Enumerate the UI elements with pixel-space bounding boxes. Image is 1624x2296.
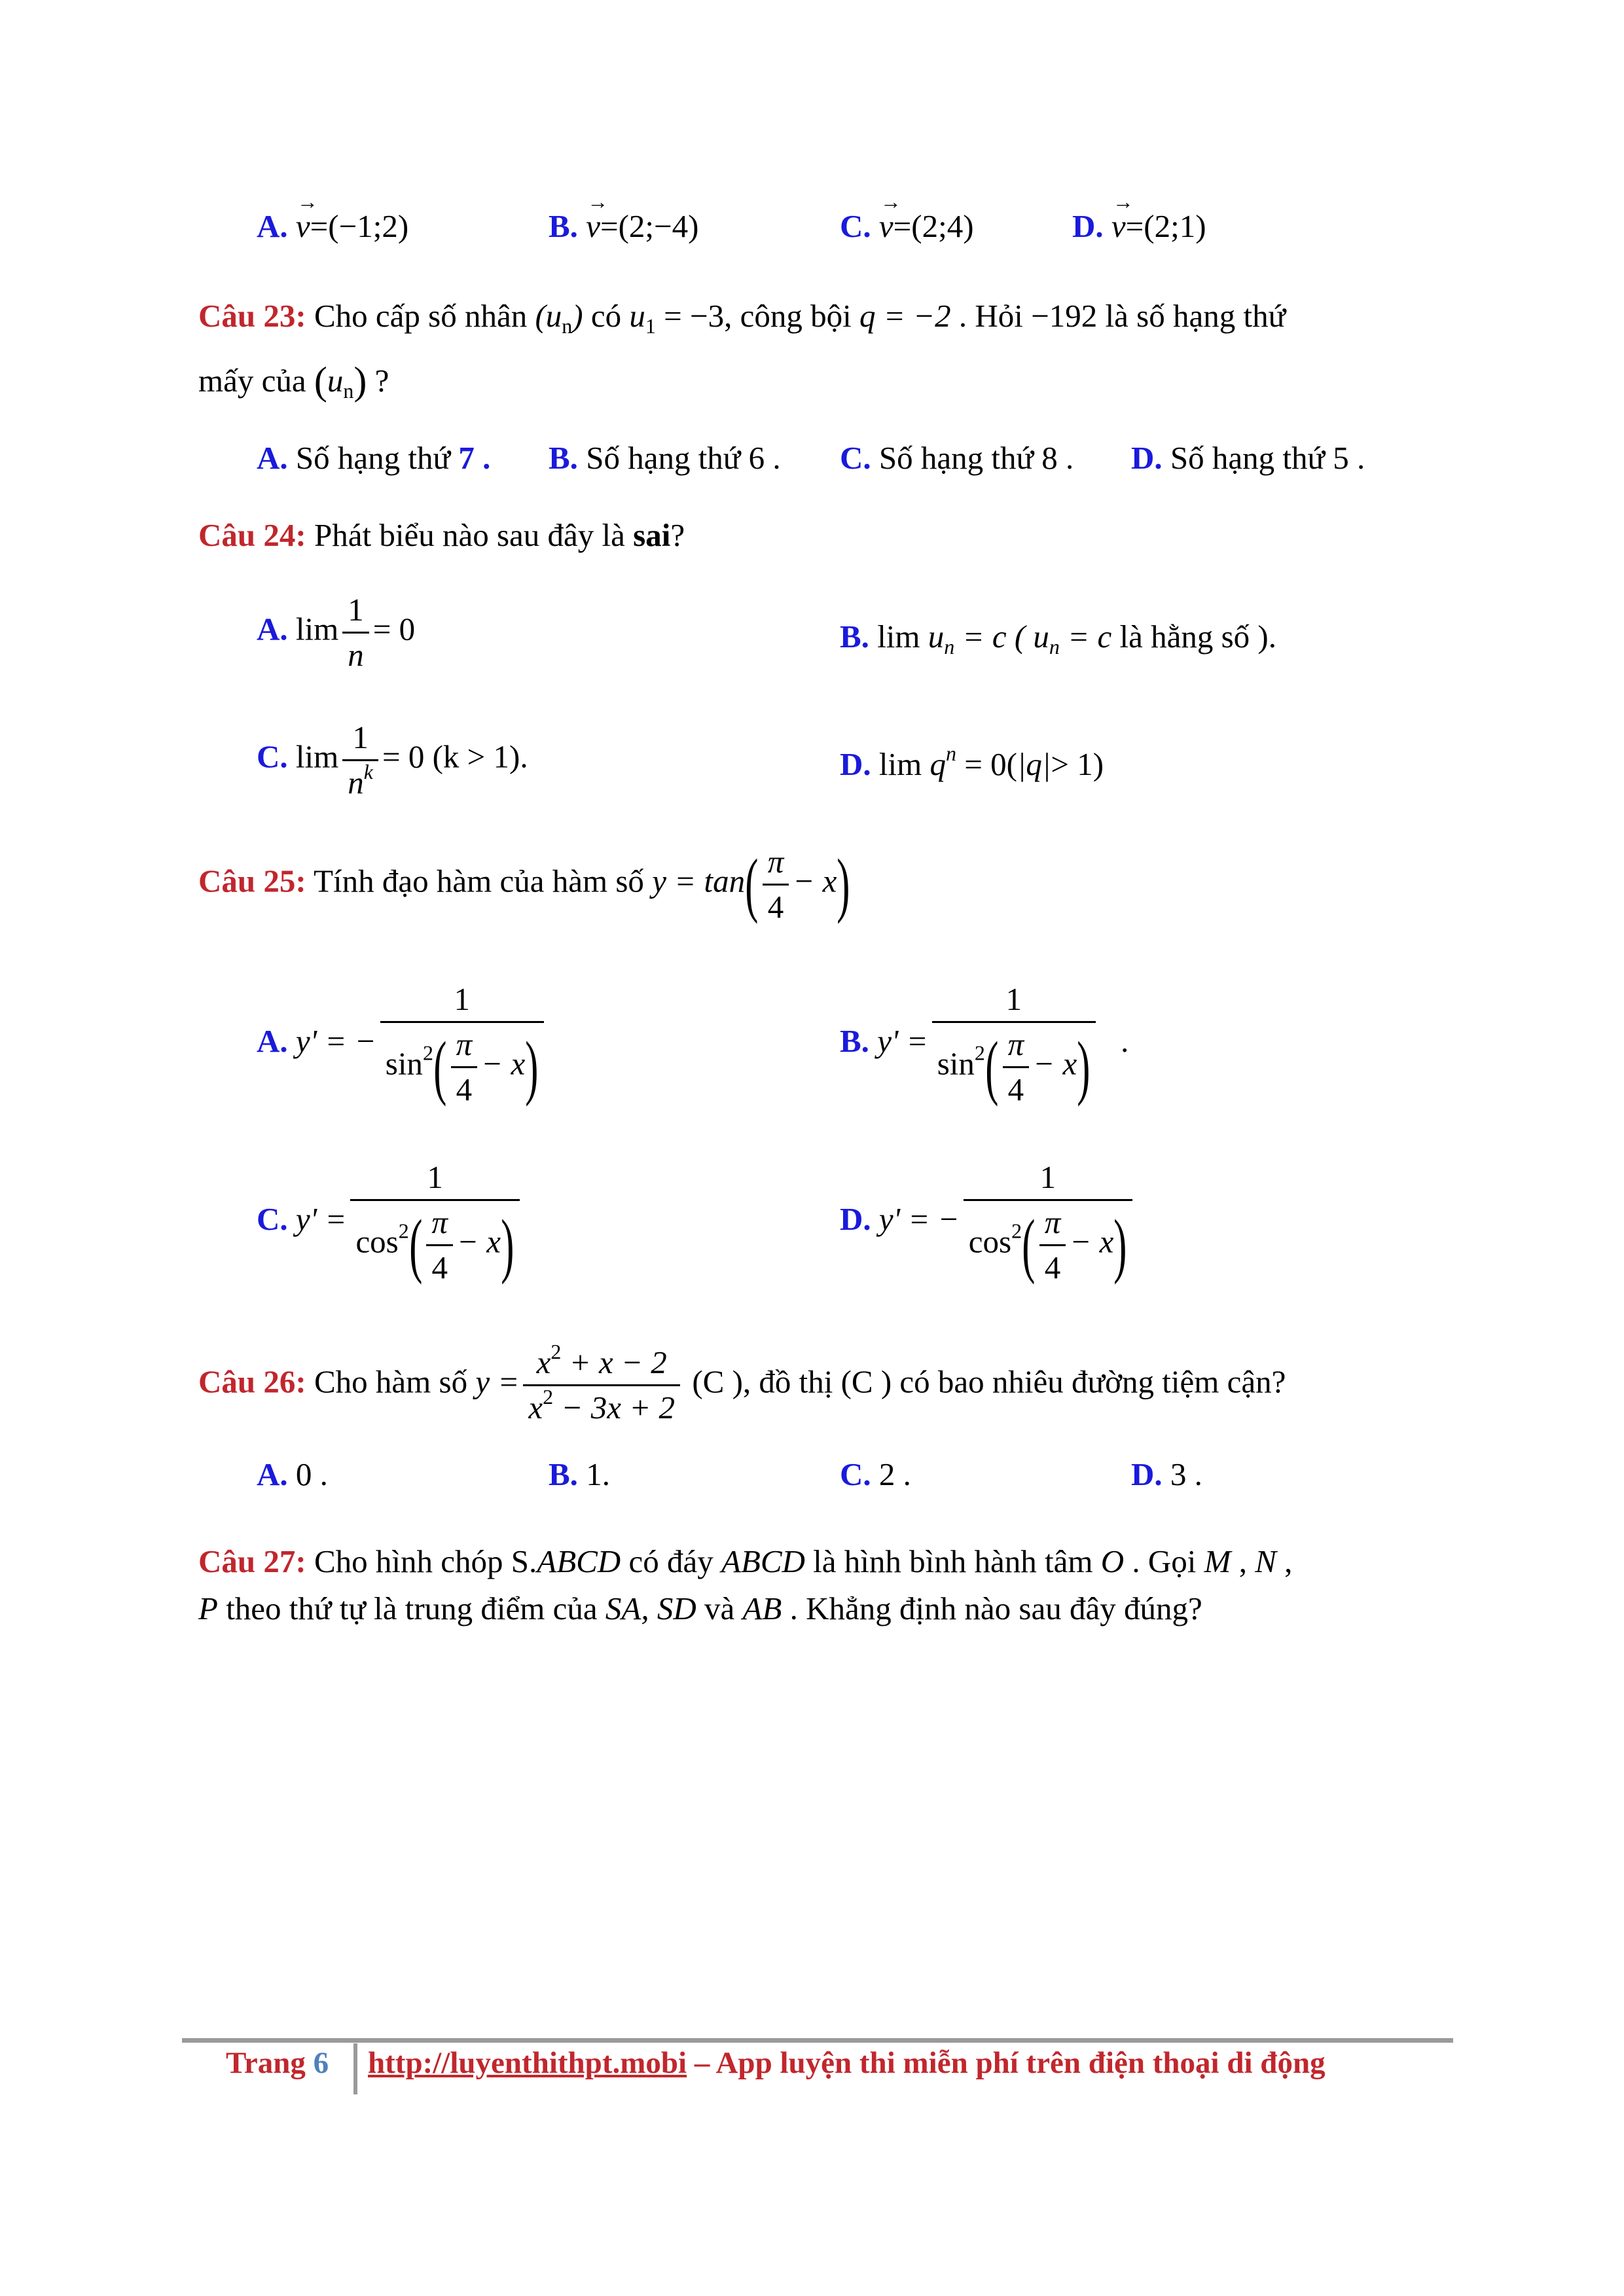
option-value: =(−1;2) [310, 208, 409, 244]
abs-q: |q| [1017, 746, 1051, 782]
option-tail: . [1121, 1023, 1129, 1060]
option-value: =(2;1) [1125, 208, 1206, 244]
q26-option-a [257, 1456, 328, 1493]
option-label: C. [257, 738, 288, 775]
vector-v: → v [296, 208, 310, 245]
q26-stem [198, 1340, 1286, 1426]
numerator: 1 [352, 719, 369, 755]
question-label: Câu 26: [198, 1363, 306, 1400]
lim: lim [878, 746, 922, 782]
stem-text: ? [670, 517, 685, 553]
lim: lim [877, 619, 920, 655]
pi: π [456, 1026, 473, 1062]
minus-x: − x [456, 1223, 501, 1260]
numerator: 1 [1039, 1159, 1056, 1195]
option-label: C. [840, 440, 871, 476]
q22-option-a [257, 208, 408, 245]
superscript: 2 [550, 1340, 562, 1363]
lim: lim [295, 611, 339, 647]
pi: π [1007, 1026, 1024, 1062]
option-label: B. [840, 619, 869, 655]
stem-text: Cho hàm số [314, 1363, 468, 1400]
superscript: 2 [398, 1219, 409, 1243]
option-label: D. [1072, 208, 1104, 244]
den-n: n [348, 636, 364, 673]
minus-x: − x [1033, 1045, 1077, 1082]
q26-option-d [1131, 1456, 1202, 1493]
footer-tagline: – App luyện thi miễn phí trên điện thoại di động [694, 2046, 1326, 2080]
numerator: 1 [348, 592, 364, 628]
pi: π [431, 1204, 448, 1240]
option-value: =(2;−4) [600, 208, 699, 244]
point-o: O [1100, 1543, 1125, 1579]
q25-option-c [257, 1160, 524, 1285]
lhs: y' = [877, 1023, 928, 1060]
stem-text: mấy của [198, 363, 306, 399]
option-text: Số hạng thứ 6 . [586, 440, 781, 476]
option-label: A. [257, 1023, 288, 1060]
lhs: y' = − [878, 1201, 960, 1238]
option-label: D. [1131, 1456, 1163, 1492]
stem-emphasis: sai [633, 517, 671, 553]
denominator: $\cos^2$( $\frac{\pi}{4}$ − x) [350, 1199, 519, 1285]
minus-x: − x [481, 1045, 526, 1082]
vector-v: → v [879, 208, 893, 245]
q23-stem-line1 [198, 298, 1286, 338]
denominator: 4 [1039, 1244, 1066, 1285]
option-text: là hằng số ). [1119, 619, 1276, 655]
segment-ab: AB [742, 1590, 782, 1626]
q23-option-c [840, 440, 1074, 476]
footer-page-number: 6 [313, 2046, 329, 2080]
term-u: u [928, 619, 945, 655]
q24-option-a [257, 592, 415, 673]
rhs: = c [1068, 619, 1112, 655]
footer-divider [182, 2038, 1453, 2043]
lhs: y' = − [295, 1023, 376, 1060]
q24-stem [198, 517, 685, 554]
shape-name: ABCD [537, 1543, 621, 1579]
option-label: C. [257, 1201, 288, 1238]
option-text: Số hạng thứ [295, 440, 451, 476]
numerator: 1 [454, 981, 471, 1017]
denominator: 4 [426, 1244, 453, 1285]
footer-text [368, 2045, 1326, 2081]
stem-text: . Gọi [1132, 1543, 1197, 1579]
sequence: (u [535, 298, 562, 334]
vector-v: → v [586, 208, 600, 245]
q22-option-d [1072, 208, 1206, 245]
rhs: = 0( [964, 746, 1017, 782]
stem-text: ? [374, 363, 389, 399]
fraction [342, 592, 369, 673]
stem-text: là hình bình hành tâm [813, 1543, 1093, 1579]
footer-link[interactable]: http://luyenthithpt.mobi [368, 2046, 687, 2080]
fraction [350, 1160, 519, 1285]
var-x: x [536, 1344, 551, 1380]
stem-text: . Khẳng định nào sau đây đúng? [789, 1590, 1202, 1626]
num-rest: + x − 2 [569, 1344, 667, 1380]
q25-option-a [257, 982, 548, 1107]
q22-option-c [840, 208, 974, 245]
fraction [932, 982, 1096, 1107]
point-n: N [1255, 1543, 1276, 1579]
vector-v: → v [1111, 208, 1126, 245]
stem-text: có [590, 298, 622, 334]
fraction [342, 720, 378, 800]
option-text: Số hạng thứ 8 . [878, 440, 1074, 476]
rhs: > 1) [1051, 746, 1104, 782]
punctuation: , [1238, 1543, 1247, 1579]
q24-option-b [840, 619, 1276, 658]
superscript: 2 [974, 1041, 985, 1065]
rhs: = 0 [372, 611, 416, 647]
superscript: 2 [422, 1041, 433, 1065]
stem-text: Phát biểu nào sau đây là [314, 517, 625, 553]
term-u: u [1033, 619, 1049, 655]
segments: SA, SD [605, 1590, 696, 1626]
option-label: A. [257, 611, 288, 647]
q23-stem-line2: mấy của $(u_n)$ ? [198, 359, 389, 403]
den-rest: − 3x + 2 [561, 1389, 676, 1426]
denominator [342, 632, 369, 673]
fraction [523, 1340, 680, 1426]
fn: cos [355, 1223, 399, 1260]
option-label: D. [840, 746, 871, 782]
denominator: 4 [1003, 1066, 1030, 1107]
den-n: n [348, 764, 364, 800]
option-label: A. [257, 208, 288, 244]
point-p: P [198, 1590, 218, 1626]
footer-page-label: Trang [226, 2046, 306, 2080]
pi: π [1044, 1204, 1061, 1240]
lim: lim [295, 738, 339, 775]
q23-option-d [1131, 440, 1365, 476]
option-label: C. [840, 1456, 871, 1492]
subscript: n [562, 314, 573, 338]
fn: sin [385, 1045, 423, 1082]
term-u: u [327, 363, 344, 399]
denominator: 4 [763, 884, 789, 925]
footer-page [226, 2045, 329, 2081]
stem-text: . Hỏi −192 là số hạng thứ [958, 298, 1286, 334]
question-label: Câu 24: [198, 517, 306, 553]
option-label: D. [1131, 440, 1163, 476]
denominator [523, 1384, 680, 1426]
pi: π [767, 844, 784, 880]
option-text: 0 . [295, 1456, 328, 1492]
fraction [964, 1160, 1132, 1285]
q24-option-d [840, 742, 1104, 783]
question-label: Câu 23: [198, 298, 306, 334]
stem-text: có đáy [628, 1543, 713, 1579]
denominator: $\sin^2$( $\frac{\pi}{4}$ − x) [932, 1021, 1096, 1107]
rhs: = c ( [962, 619, 1026, 655]
stem-text: Cho hình chóp S. [314, 1543, 537, 1579]
minus-x: − x [793, 863, 837, 899]
function-y: y = tan [652, 863, 746, 899]
q25-option-d [840, 1160, 1136, 1285]
q27-stem-line1 [198, 1543, 1292, 1580]
denominator: 4 [451, 1066, 478, 1107]
option-label: B. [549, 1456, 578, 1492]
denominator [342, 759, 378, 800]
ratio-q: q = −2 [859, 298, 951, 334]
q25-option-b [840, 982, 1128, 1107]
stem-text: theo thứ tự là trung điểm của [226, 1590, 598, 1626]
question-label: Câu 25: [198, 863, 306, 899]
superscript: 2 [1011, 1219, 1022, 1243]
option-number: 7 . [458, 440, 491, 476]
option-label: B. [549, 440, 578, 476]
denominator: $\cos^2$( $\frac{\pi}{4}$ − x) [964, 1199, 1132, 1285]
numerator [532, 1340, 672, 1384]
superscript: k [363, 759, 373, 783]
stem-text: Cho cấp số nhân [314, 298, 528, 334]
lhs: y' = [295, 1201, 347, 1238]
q27-stem-line2 [198, 1590, 1202, 1627]
option-label: C. [840, 208, 871, 244]
option-value: =(2;4) [893, 208, 974, 244]
point-m: M [1204, 1543, 1231, 1579]
term-q: q [929, 746, 946, 782]
subscript: 1 [645, 314, 656, 338]
q26-option-b [549, 1456, 610, 1493]
subscript: n [343, 379, 354, 403]
denominator: $\sin^2$( $\frac{\pi}{4}$ − x) [380, 1021, 544, 1107]
shape-name: ABCD [721, 1543, 805, 1579]
sequence-close: ) [572, 298, 583, 334]
numerator: 1 [427, 1159, 443, 1195]
numerator: 1 [1005, 981, 1022, 1017]
q25-stem: Câu 25: Tính đạo hàm của hàm số y = tan( $\frac{\pi}{4}$ − x) [198, 844, 850, 925]
q23-option-a [257, 440, 490, 476]
var-x: x [528, 1389, 543, 1426]
superscript: 2 [543, 1384, 554, 1408]
stem-text: = −3, công bội [664, 298, 852, 334]
footer-separator [353, 2043, 357, 2094]
minus-x: − x [1070, 1223, 1114, 1260]
option-label: A. [257, 440, 288, 476]
rhs: = 0 (k > 1). [382, 738, 528, 775]
option-text: 2 . [878, 1456, 911, 1492]
question-label: Câu 27: [198, 1543, 306, 1579]
option-label: B. [840, 1023, 869, 1060]
option-label: A. [257, 1456, 288, 1492]
fn: sin [937, 1045, 975, 1082]
option-text: 1. [586, 1456, 610, 1492]
term-u: u [629, 298, 645, 334]
superscript: n [945, 742, 956, 765]
stem-text: Tính đạo hàm của hàm số [314, 863, 644, 899]
q26-option-c [840, 1456, 911, 1493]
option-text: Số hạng thứ 5 . [1170, 440, 1365, 476]
q24-option-c [257, 720, 528, 800]
q23-option-b [549, 440, 781, 476]
fn: cos [968, 1223, 1012, 1260]
stem-text: và [704, 1590, 735, 1626]
q22-option-b [549, 208, 698, 245]
fraction [763, 844, 789, 925]
subscript: n [1049, 635, 1060, 658]
stem-text: (C ), đồ thị (C ) có bao nhiêu đường tiệm cận? [692, 1363, 1286, 1400]
fraction [380, 982, 544, 1107]
subscript: n [944, 635, 955, 658]
option-label: D. [840, 1201, 871, 1238]
punctuation: , [1284, 1543, 1293, 1579]
option-text: 3 . [1170, 1456, 1202, 1492]
option-label: B. [549, 208, 578, 244]
function-y: y = [475, 1363, 520, 1400]
